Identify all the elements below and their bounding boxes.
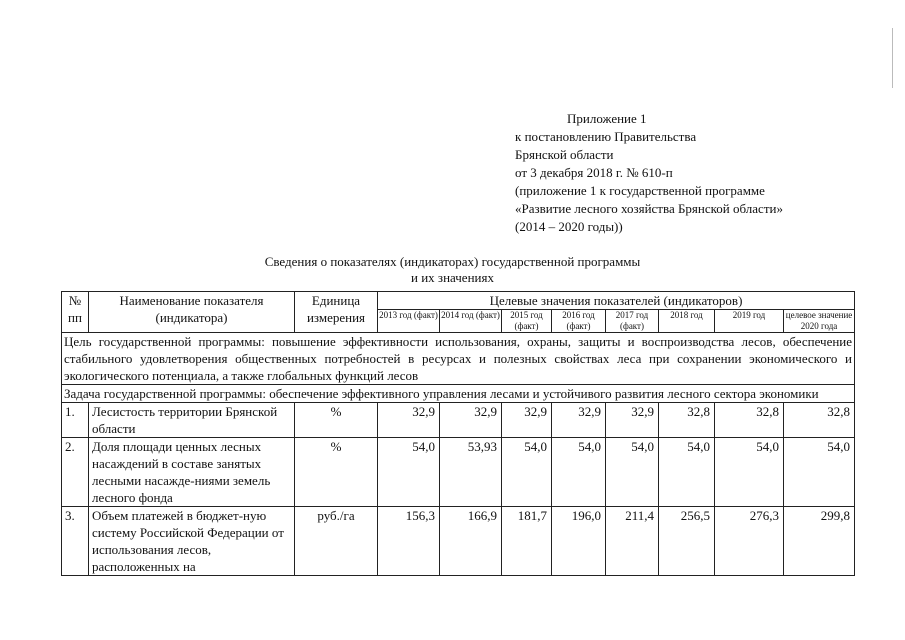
row-name: Объем платежей в бюджет-ную систему Российской Федерации от использования лесов, расположенных на (89, 507, 295, 576)
row-num: 3. (62, 507, 89, 576)
goal-text: Цель государственной программы: повышение эффективности использования, охраны, защиты и воспроизводства лесов, обеспечение стабильного удовлетворения общественных потребностей в ресурсах и полезных свойствах леса при сохранении экономического и экологического потенциала, а также глобальных функций лесов (62, 333, 855, 385)
appendix-line: Приложение 1 (567, 111, 647, 126)
row-value: 54,0 (659, 438, 715, 507)
header-year: 2017 год (факт) (606, 310, 659, 333)
goal-row (62, 333, 855, 385)
appendix-block (515, 110, 855, 236)
header-name: Наименование показателя (индикатора) (89, 292, 295, 333)
row-value: 299,8 (784, 507, 855, 576)
row-value: 32,9 (606, 403, 659, 438)
row-value: 196,0 (552, 507, 606, 576)
row-value: 54,0 (784, 438, 855, 507)
row-value: 32,8 (715, 403, 784, 438)
row-value: 54,0 (378, 438, 440, 507)
task-text: Задача государственной программы: обеспечение эффективного управления лесами и устойчивого развития лесного сектора экономики (62, 385, 855, 403)
row-value: 211,4 (606, 507, 659, 576)
header-year: 2019 год (715, 310, 784, 333)
row-value: 276,3 (715, 507, 784, 576)
table-row (62, 438, 855, 507)
row-value: 54,0 (552, 438, 606, 507)
indicators-table (61, 291, 855, 576)
row-value: 32,9 (552, 403, 606, 438)
row-value: 32,9 (378, 403, 440, 438)
row-value: 54,0 (606, 438, 659, 507)
document-title (0, 254, 905, 286)
task-row (62, 385, 855, 403)
row-value: 54,0 (715, 438, 784, 507)
row-value: 32,9 (502, 403, 552, 438)
title-line-2: и их значениях (411, 270, 494, 285)
row-value: 32,9 (440, 403, 502, 438)
row-value: 156,3 (378, 507, 440, 576)
table-row (62, 507, 855, 576)
row-value: 256,5 (659, 507, 715, 576)
header-year: 2015 год (факт) (502, 310, 552, 333)
row-value: 166,9 (440, 507, 502, 576)
row-unit: % (295, 403, 378, 438)
header-year: 2014 год (факт) (440, 310, 502, 333)
header-year: 2018 год (659, 310, 715, 333)
row-name: Доля площади ценных лесных насаждений в составе занятых лесными насажде-ниями земель лесного фонда (89, 438, 295, 507)
row-value: 53,93 (440, 438, 502, 507)
row-value: 32,8 (659, 403, 715, 438)
appendix-line: (приложение 1 к государственной программе (515, 183, 765, 198)
header-row (62, 292, 855, 310)
appendix-line: к постановлению Правительства (515, 129, 697, 144)
appendix-line: «Развитие лесного хозяйства Брянской области» (515, 201, 783, 216)
row-value: 181,7 (502, 507, 552, 576)
scan-edge-mark (892, 28, 893, 88)
header-unit: Единица измерения (295, 292, 378, 333)
row-value: 54,0 (502, 438, 552, 507)
appendix-line: от 3 декабря 2018 г. № 610-п (515, 165, 673, 180)
row-unit: % (295, 438, 378, 507)
appendix-line: (2014 – 2020 годы)) (515, 219, 623, 234)
row-num: 2. (62, 438, 89, 507)
header-num: № пп (62, 292, 89, 333)
header-year: 2016 год (факт) (552, 310, 606, 333)
header-target: Целевые значения показателей (индикаторов) (378, 292, 855, 310)
row-name: Лесистость территории Брянской области (89, 403, 295, 438)
header-year: 2013 год (факт) (378, 310, 440, 333)
title-line-1: Сведения о показателях (индикаторах) государственной программы (264, 254, 641, 269)
appendix-line: Брянской области (515, 147, 614, 162)
row-value: 32,8 (784, 403, 855, 438)
row-num: 1. (62, 403, 89, 438)
header-year: целевое значение 2020 года (784, 310, 855, 333)
row-unit: руб./га (295, 507, 378, 576)
table-row (62, 403, 855, 438)
